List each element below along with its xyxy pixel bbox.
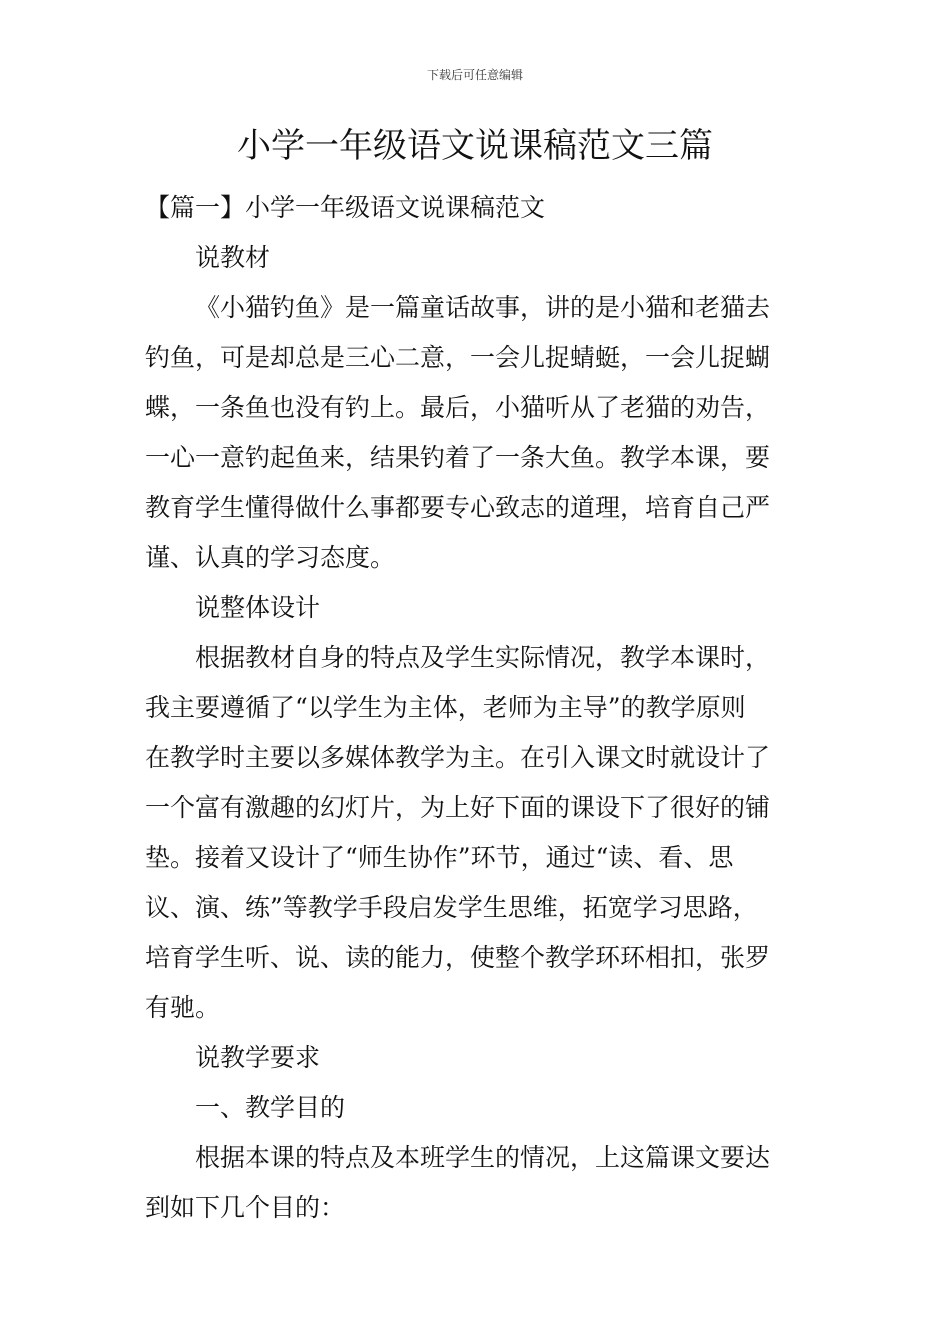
text-line: 一个富有激趣的幻灯片，为上好下面的课设下了很好的铺: [145, 793, 771, 822]
text-line: 垫。接着又设计了“师生协作”环节，通过“读、看、思: [145, 843, 734, 872]
document-body: [145, 183, 807, 1233]
text-line: 说教学要求: [195, 1043, 321, 1072]
text-line: 《小猫钓鱼》是一篇童话故事，讲的是小猫和老猫去: [195, 293, 771, 322]
header-note: 下载后可任意编辑: [426, 68, 523, 82]
text-line: 到如下几个目的：: [145, 1193, 346, 1222]
text-line: 说整体设计: [195, 593, 321, 622]
text-line: 根据教材自身的特点及学生实际情况，教学本课时，: [195, 643, 771, 672]
text-line: 有驰。: [145, 993, 221, 1022]
text-line: 谨、认真的学习态度。: [145, 543, 396, 572]
text-line: 我主要遵循了“以学生为主体，老师为主导”的教学原则: [145, 693, 746, 722]
text-line: 根据本课的特点及本班学生的情况，上这篇课文要达: [195, 1143, 771, 1172]
text-line: 【篇一】小学一年级语文说课稿范文: [145, 193, 546, 222]
text-line: 蝶，一条鱼也没有钓上。最后，小猫听从了老猫的劝告，: [145, 393, 771, 422]
text-line: 培育学生听、说、读的能力，使整个教学环环相扣，张罗: [145, 943, 771, 972]
text-line: 说教材: [195, 243, 271, 272]
text-line: 一、教学目的: [195, 1093, 346, 1122]
text-line: 议、演、练”等教学手段启发学生思维，拓宽学习思路，: [145, 893, 758, 922]
text-line: 在教学时主要以多媒体教学为主。在引入课文时就设计了: [145, 743, 771, 772]
text-line: 钓鱼，可是却总是三心二意，一会儿捉蜻蜓，一会儿捉蝴: [145, 343, 771, 372]
text-line: 教育学生懂得做什么事都要专心致志的道理，培育自己严: [145, 493, 771, 522]
text-line: 一心一意钓起鱼来，结果钓着了一条大鱼。教学本课，要: [145, 443, 771, 472]
document-title: 小学一年级语文说课稿范文三篇: [237, 126, 713, 166]
